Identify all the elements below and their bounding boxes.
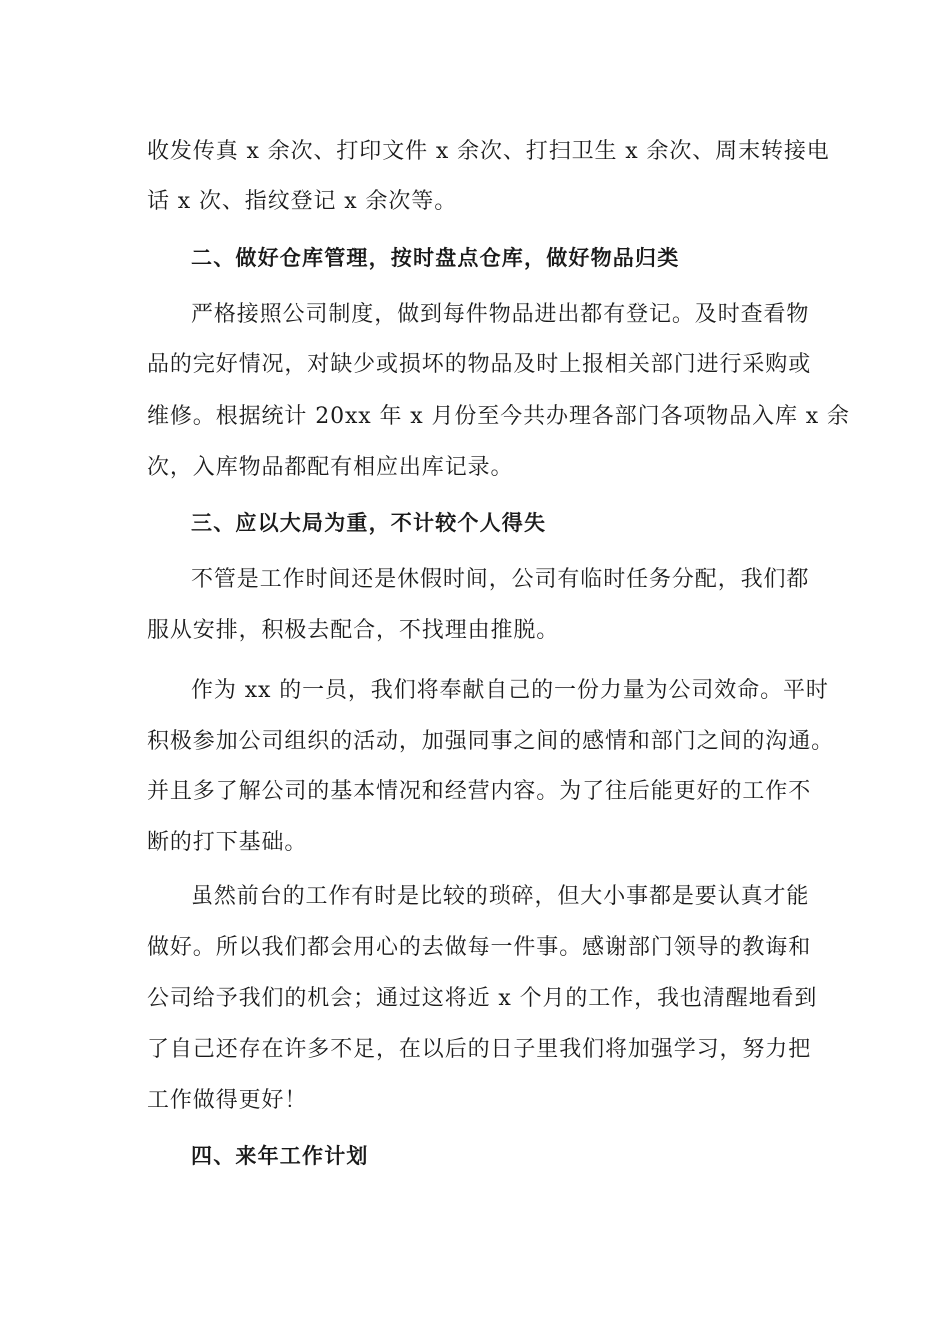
paragraph-4-line-2: 积极参加公司组织的活动，加强同事之间的感情和部门之间的沟通。: [147, 729, 835, 754]
paragraph-2-line-3: 维修。根据统计 20xx 年 x 月份至今共办理各部门各项物品入库 x 余: [147, 404, 850, 429]
paragraph-5-line-2: 做好。所以我们都会用心的去做每一件事。感谢部门领导的教诲和: [147, 935, 812, 960]
paragraph-2-line-1: 严格接照公司制度，做到每件物品进出都有登记。及时查看物: [191, 302, 810, 327]
paragraph-5-line-1: 虽然前台的工作有时是比较的琐碎，但大小事都是要认真才能: [191, 884, 810, 909]
paragraph-2-line-4: 次，入库物品都配有相应出库记录。: [147, 455, 514, 480]
section-heading-4: 四、来年工作计划: [191, 1144, 369, 1168]
paragraph-3-line-1: 不管是工作时间还是休假时间，公司有临时任务分配，我们都: [191, 567, 810, 592]
paragraph-4-line-4: 断的打下基础。: [147, 830, 308, 855]
paragraph-5-line-4: 了自己还存在许多不足，在以后的日子里我们将加强学习，努力把: [147, 1037, 812, 1062]
section-heading-3: 三、应以大局为重，不计较个人得失: [191, 511, 547, 535]
paragraph-2-line-2: 品的完好情况，对缺少或损坏的物品及时上报相关部门进行采购或: [147, 352, 812, 377]
section-heading-2: 二、做好仓库管理，按时盘点仓库，做好物品归类: [191, 246, 680, 270]
paragraph-1-line-2: 话 x 次、指纹登记 x 余次等。: [147, 189, 458, 214]
paragraph-1-line-1: 收发传真 x 余次、打印文件 x 余次、打扫卫生 x 余次、周末转接电: [147, 139, 830, 164]
paragraph-5-line-3: 公司给予我们的机会；通过这将近 x 个月的工作，我也清醒地看到: [147, 986, 818, 1011]
paragraph-5-line-5: 工作做得更好！: [147, 1088, 308, 1113]
paragraph-3-line-2: 服从安排，积极去配合，不找理由推脱。: [147, 618, 560, 643]
paragraph-4-line-1: 作为 xx 的一员，我们将奉献自己的一份力量为公司效命。平时: [191, 678, 829, 703]
paragraph-4-line-3: 并且多了解公司的基本情况和经营内容。为了往后能更好的工作不: [147, 779, 812, 804]
